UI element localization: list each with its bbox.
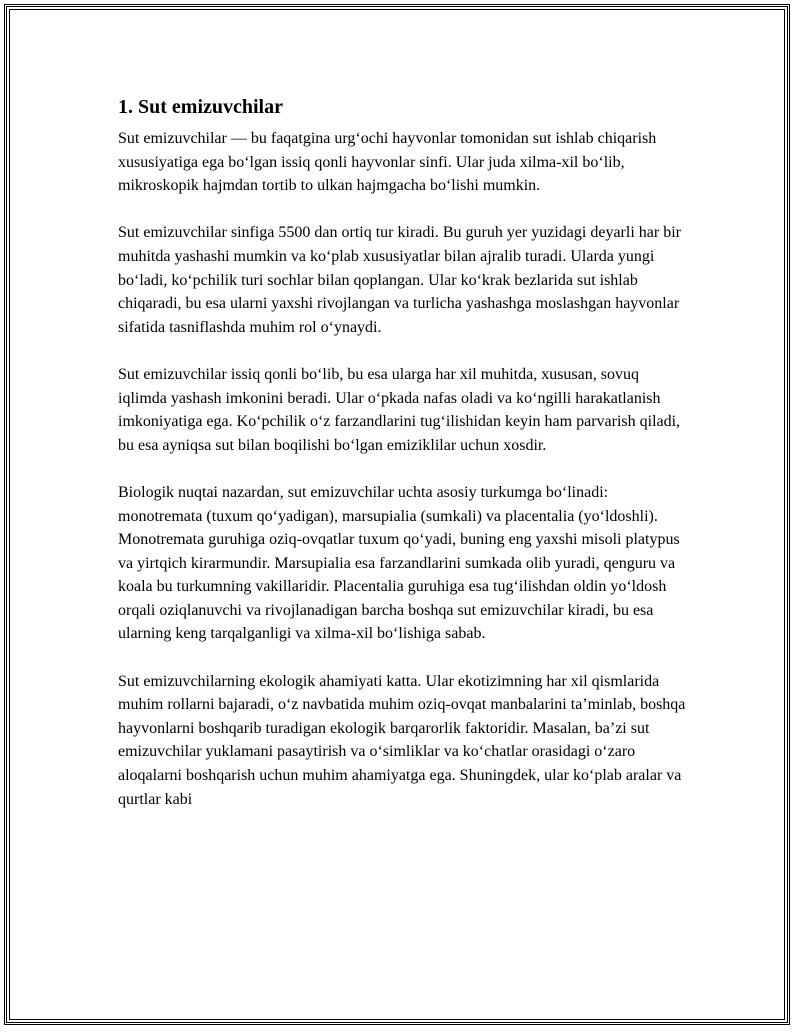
- paragraph-1: Sut emizuvchilar — bu faqatgina urg‘ochi hayvonlar tomonidan sut ishlab chiqarish xususiyatiga ega bo‘lgan issiq qonli hayvonlar sinfi. Ular juda xilma-xil bo‘lib, mikroskopik hajmdan tortib to ulkan hajmgacha bo‘lishi mumkin.: [118, 130, 657, 195]
- paragraph-3: Sut emizuvchilar issiq qonli bo‘lib, bu esa ularga har xil muhitda, xususan, sovuq iqlimda yashash imkonini beradi. Ular o‘pkada nafas oladi va ko‘ngilli harakatlanish imkoniyatiga ega. Ko‘pchilik o‘z farzandlarini tug‘ilishidan keyin ham parvarish qiladi, bu esa ayniqsa sut bilan boqilishi bo‘lgan emiziklilar uchun xosdir.: [118, 365, 681, 454]
- paragraph-2: Sut emizuvchilar sinfiga 5500 dan ortiq tur kiradi. Bu guruh yer yuzidagi deyarli har bir muhitda yashashi mumkin va ko‘plab xususiyatlar bilan ajralib turadi. Ularda yungi bo‘ladi, ko‘pchilik turi sochlar bilan qoplangan. Ular ko‘krak bezlarida sut ishlab chiqaradi, bu esa ularni yaxshi rivojlangan va turlicha yashashga moslashgan hayvonlar sifatida tasniflashda muhim rol o‘ynaydi.: [118, 224, 681, 336]
- document-body: [118, 95, 688, 835]
- paragraph-5: Sut emizuvchilarning ekologik ahamiyati katta. Ular ekotizimning har xil qismlarida muhim rollarni bajaradi, o‘z navbatida muhim oziq-ovqat manbalarini ta’minlab, boshqa hayvonlarni boshqarib turadigan ekologik barqarorlik faktoridir. Masalan, ba’zi sut emizuvchilar yuklamani pasaytirish va o‘simliklar va ko‘chatlar orasidagi o‘zaro aloqalarni boshqarish uchun muhim ahamiyatga ega. Shuningdek, ular ko‘plab aralar va qurtlar kabi: [118, 672, 686, 808]
- section-heading: 1. Sut emizuvchilar: [118, 96, 283, 118]
- paragraph-4: Biologik nuqtai nazardan, sut emizuvchilar uchta asosiy turkumga bo‘linadi: monotremata (tuxum qo‘yadigan), marsupialia (sumkali) va placentalia (yo‘ldoshli). Monotremata guruhiga oziq-ovqatlar tuxum qo‘yadi, buning eng yaxshi misoli platypus va yirtqich kirarmundir. Marsupialia esa farzandlarini sumkada olib yuradi, qenguru va koala bu turkumning vakillaridir. Placentalia guruhiga esa tug‘ilishdan oldin yo‘ldosh orqali oziqlanuvchi va rivojlanadigan barcha boshqa sut emizuvchilar kiradi, bu esa ularning keng tarqalganligi va xilma-xil bo‘lishiga sabab.: [118, 483, 680, 643]
